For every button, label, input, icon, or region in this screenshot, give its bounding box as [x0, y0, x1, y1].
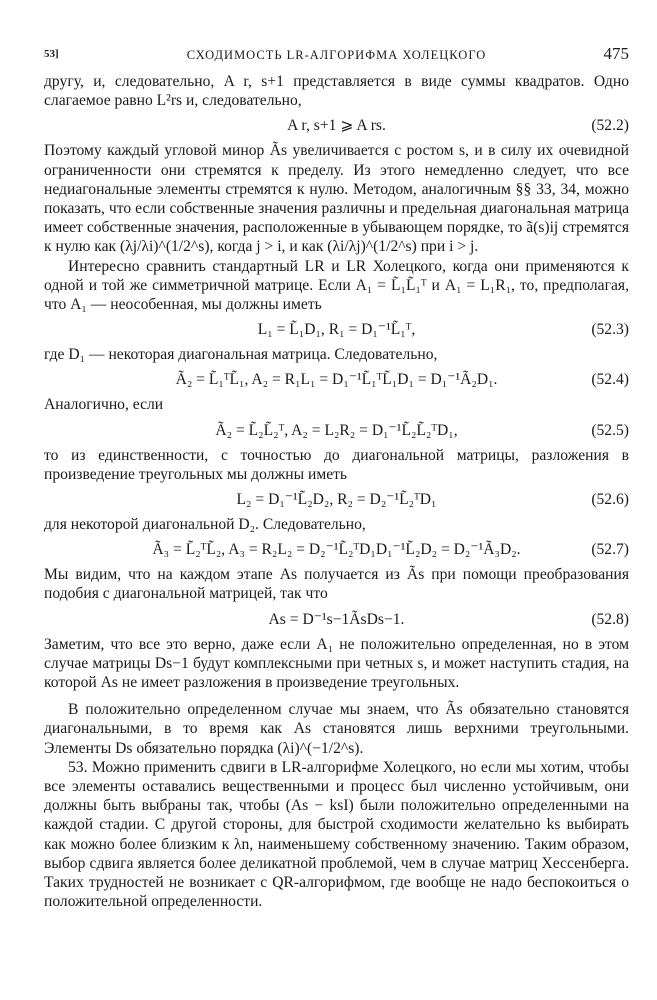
formula: As = D⁻¹s−1ÃsDs−1. — [268, 610, 405, 628]
page-number: 475 — [603, 44, 629, 63]
paragraph: Заметим, что все это верно, даже если A₁ не положительно определенная, но в этом случае матрицы Ds−1 будут комплексными при четных s, и может наступить стадия, на которой As не имеет разложения в произведение треугольных. — [44, 635, 629, 692]
equation-number: (52.3) — [591, 321, 629, 339]
paragraph: Аналогично, если — [44, 396, 164, 414]
equation-number: (52.7) — [591, 541, 629, 559]
running-header — [44, 44, 629, 66]
equation-number: (52.8) — [591, 610, 629, 628]
formula: L₂ = D₁⁻¹L̃₂D₂, R₂ = D₂⁻¹L̃₂ᵀD₁ — [236, 491, 437, 509]
paragraph: другу, и, следовательно, A r, s+1 представляется в виде суммы квадратов. Одно слагаемое равно L²rs и, следовательно, — [44, 73, 629, 110]
paragraph-section-53: 53. Можно применить сдвиги в LR-алгорифме Холецкого, но если мы хотим, чтобы все элементы оставались вещественными и процесс был численно устойчивым, они должны быть выбраны так, чтобы (As − ksI) были положительно определенными на каждой стадии. С другой стороны, для быстрой сходимости желательно ks выбирать как можно более близким к λn, наименьшему собственному значению. Таким образом, выбор сдвига является более деликатной проблемой, чем в случае матриц Хессенберга. Таких трудностей не возникает с QR-алгорифмом, где вообще не надо беспокоиться о положительной определенности. — [44, 758, 629, 911]
formula: Ã₃ = L̃₂ᵀL̃₂, A₃ = R₂L₂ = D₂⁻¹L̃₂ᵀD₁D₁⁻¹L̃₂D₂ = D₂⁻¹Ã₃D₂. — [152, 541, 521, 559]
equation-52-2 — [44, 110, 629, 141]
section-marker: 53] — [44, 48, 59, 60]
equation-52-6 — [44, 484, 629, 515]
equation-number: (52.4) — [591, 371, 629, 389]
paragraph: В положительно определенном случае мы знаем, что Ãs обязательно становятся диагональными, в то время как As становятся лишь верхними треугольными. Элементы Ds обязательно порядка (λi)^(−1/2^s). — [44, 701, 629, 757]
page-body — [44, 72, 629, 912]
paragraph: Поэтому каждый угловой минор Ãs увеличивается с ростом s, и в силу их очевидной ограниченности они стремятся к пределу. Из этого немедленно следует, что все недиагональные элементы стремятся к нулю. Методом, аналогичным §§ 33, 34, можно показать, что если собственные значения различны и предельная диагональная матрица имеет собственные значения, расположенные в убывающем порядке, то ã(s)ij стремятся к нулю как (λj/λi)^(1/2^s), когда j > i, и как (λi/λj)^(1/2^s) при i > j. — [44, 142, 629, 256]
equation-52-5 — [44, 415, 629, 446]
equation-number: (52.2) — [591, 117, 629, 135]
equation-52-8 — [44, 604, 629, 635]
equation-number: (52.5) — [591, 421, 629, 439]
paragraph: то из единственности, с точностью до диагональной матрицы, разложения в произведение треугольных мы должны иметь — [44, 446, 629, 483]
paragraph: где D₁ — некоторая диагональная матрица. Следовательно, — [44, 346, 438, 364]
formula: L₁ = L̃₁D₁, R₁ = D₁⁻¹L̃₁ᵀ, — [257, 321, 416, 339]
formula: Ã₂ = L̃₁ᵀL̃₁, A₂ = R₁L₁ = D₁⁻¹L̃₁ᵀL̃₁D₁ = D₁⁻¹Ã₂D₁. — [175, 371, 498, 389]
equation-52-4 — [44, 364, 629, 395]
equation-52-7 — [44, 534, 629, 565]
spacer — [44, 692, 629, 700]
paragraph: Интересно сравнить стандартный LR и LR Холецкого, когда они применяются к одной и той же симметричной матрице. Если A₁ = L̃₁L̃₁ᵀ и A₁ = L₁R₁, то, предполагая, что A₁ — неособенная, мы должны иметь — [44, 257, 629, 314]
formula: Ã₂ = L̃₂L̃₂ᵀ, A₂ = L₂R₂ = D₁⁻¹L̃₂L̃₂ᵀD₁, — [215, 421, 458, 439]
equation-number: (52.6) — [591, 491, 629, 509]
paragraph: для некоторой диагональной D₂. Следовательно, — [44, 516, 366, 534]
formula: A r, s+1 ⩾ A rs. — [287, 117, 386, 135]
paragraph: Мы видим, что на каждом этапе As получается из Ãs при помощи преобразования подобия с диагональной матрицей, так что — [44, 566, 629, 603]
running-title: СХОДИМОСТЬ LR-АЛГОРИФМА ХОЛЕЦКОГО — [186, 48, 487, 62]
equation-52-3 — [44, 314, 629, 345]
